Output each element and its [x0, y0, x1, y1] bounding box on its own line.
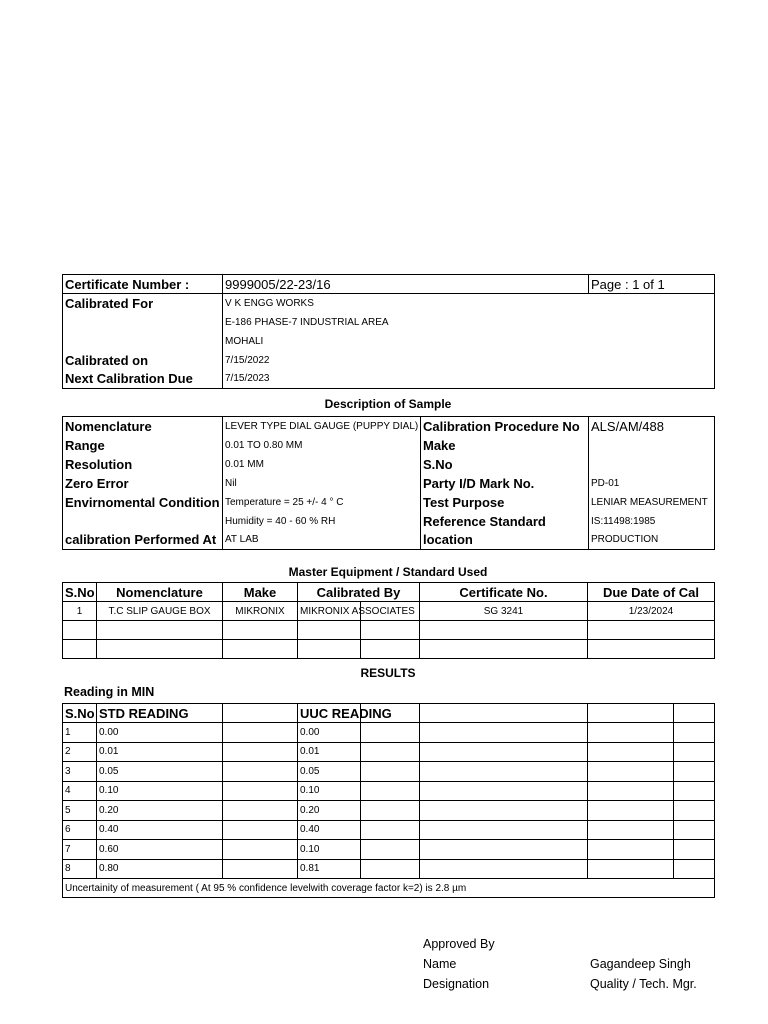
sample-field-value: Nil [223, 474, 421, 493]
uuc-reading: 0.81 [298, 859, 361, 879]
reading-sno: 4 [63, 781, 97, 801]
reading-sno: 1 [63, 723, 97, 743]
master-heading: Master Equipment / Standard Used [288, 565, 488, 579]
std-reading: 0.05 [97, 762, 223, 782]
std-reading: 0.60 [97, 840, 223, 860]
master-cell-sno: 1 [63, 602, 97, 621]
name-label: Name [423, 957, 457, 971]
uuc-reading: 0.10 [298, 840, 361, 860]
reading-sno: 6 [63, 820, 97, 840]
master-header-calibrated-by: Calibrated By [298, 583, 420, 602]
description-table [62, 416, 715, 550]
sample-field-label: Party I/D Mark No. [421, 474, 589, 493]
std-reading: 0.10 [97, 781, 223, 801]
description-heading: Description of Sample [324, 397, 452, 411]
results-header-sno: S.No [63, 704, 97, 723]
sample-field-value: Humidity = 40 - 60 % RH [223, 512, 421, 531]
sample-field-label: Resolution [63, 455, 223, 474]
table-row [63, 762, 715, 782]
master-cell-certificate-no: SG 3241 [420, 602, 588, 621]
reading-sno: 5 [63, 801, 97, 821]
customer-address-line: E-186 PHASE-7 INDUSTRIAL AREA [225, 316, 389, 328]
reading-unit-label: Reading in MIN [64, 685, 155, 699]
table-row [63, 840, 715, 860]
sample-field-value: IS:11498:1985 [589, 512, 715, 531]
sample-field-value: PD-01 [589, 474, 715, 493]
sample-field-value: 0.01 TO 0.80 MM [223, 436, 421, 455]
customer-city: MOHALI [225, 335, 264, 347]
calibrated-on-label: Calibrated on [63, 351, 223, 370]
sample-field-value: 0.01 MM [223, 455, 421, 474]
reading-sno: 7 [63, 840, 97, 860]
table-row [63, 781, 715, 801]
master-cell-make: MIKRONIX [223, 602, 298, 621]
approved-by-label: Approved By [423, 937, 495, 951]
sample-field-label: Test Purpose [421, 493, 589, 512]
uuc-reading: 0.40 [298, 820, 361, 840]
std-reading: 0.20 [97, 801, 223, 821]
results-header-std: STD READING [97, 704, 223, 723]
uuc-reading: 0.20 [298, 801, 361, 821]
sample-field-label [63, 512, 223, 531]
master-cell-nomenclature: T.C SLIP GAUGE BOX [97, 602, 223, 621]
sample-field-label: Make [421, 436, 589, 455]
sample-field-value: PRODUCTION [589, 531, 715, 550]
results-header-uuc: UUC READING [298, 704, 361, 723]
master-cell-calibrated-by: MIKRONIX ASSOCIATES [298, 602, 361, 621]
table-row [63, 742, 715, 762]
customer-name: V K ENGG WORKS [223, 294, 589, 313]
sample-field-label: Calibration Procedure No [421, 417, 589, 436]
std-reading: 0.80 [97, 859, 223, 879]
results-table [62, 703, 715, 898]
next-due-date: 7/15/2023 [223, 370, 589, 389]
sample-field-label: S.No [421, 455, 589, 474]
designation-label: Designation [423, 977, 490, 991]
table-row [63, 723, 715, 743]
certificate-number: 9999005/22-23/16 [223, 275, 589, 294]
std-reading: 0.00 [97, 723, 223, 743]
sample-field-label: location [421, 531, 589, 550]
sample-field-label: Reference Standard [421, 512, 589, 531]
sample-field-value: AT LAB [223, 531, 421, 550]
uuc-reading: 0.10 [298, 781, 361, 801]
master-header-nomenclature: Nomenclature [97, 583, 223, 602]
sample-field-value: LENIAR MEASUREMENT [589, 493, 715, 512]
master-header-make: Make [223, 583, 298, 602]
reading-sno: 2 [63, 742, 97, 762]
reading-sno: 3 [63, 762, 97, 782]
table-row [63, 801, 715, 821]
approver-name: Gagandeep Singh [590, 957, 691, 971]
calibrated-on-date: 7/15/2022 [225, 354, 270, 366]
std-reading: 0.01 [97, 742, 223, 762]
table-row [63, 859, 715, 879]
sample-field-label: calibration Performed At [63, 531, 223, 550]
sample-field-value [589, 436, 715, 455]
sample-field-label: Zero Error [63, 474, 223, 493]
certificate-header-table [62, 274, 715, 389]
calibrated-for-label: Calibrated For [63, 294, 223, 313]
sample-field-value: Temperature = 25 +/- 4 ° C [223, 493, 421, 512]
approver-designation: Quality / Tech. Mgr. [590, 977, 697, 991]
master-equipment-table [62, 582, 715, 659]
page-number: Page : 1 of 1 [589, 275, 715, 294]
uncertainty-note: Uncertainity of measurement ( At 95 % confidence levelwith coverage factor k=2) is 2.8 µm [63, 879, 715, 898]
master-header-sno: S.No [63, 583, 97, 602]
sample-field-label: Envirnomental Condition [63, 493, 223, 512]
master-cell-due-date: 1/23/2024 [588, 602, 715, 621]
uuc-reading: 0.00 [298, 723, 361, 743]
master-header-certificate-no: Certificate No. [420, 583, 588, 602]
master-header-due-date: Due Date of Cal [588, 583, 715, 602]
reading-sno: 8 [63, 859, 97, 879]
uuc-reading: 0.05 [298, 762, 361, 782]
next-due-label: Next Calibration Due [63, 370, 223, 389]
certificate-number-label: Certificate Number : [63, 275, 223, 294]
sample-field-label: Nomenclature [63, 417, 223, 436]
results-heading: RESULTS [360, 666, 416, 680]
sample-field-label: Range [63, 436, 223, 455]
sample-field-value: ALS/AM/488 [589, 417, 715, 436]
sample-field-value: LEVER TYPE DIAL GAUGE (PUPPY DIAL) [223, 417, 421, 436]
sample-field-value [589, 455, 715, 474]
std-reading: 0.40 [97, 820, 223, 840]
table-row [63, 820, 715, 840]
uuc-reading: 0.01 [298, 742, 361, 762]
